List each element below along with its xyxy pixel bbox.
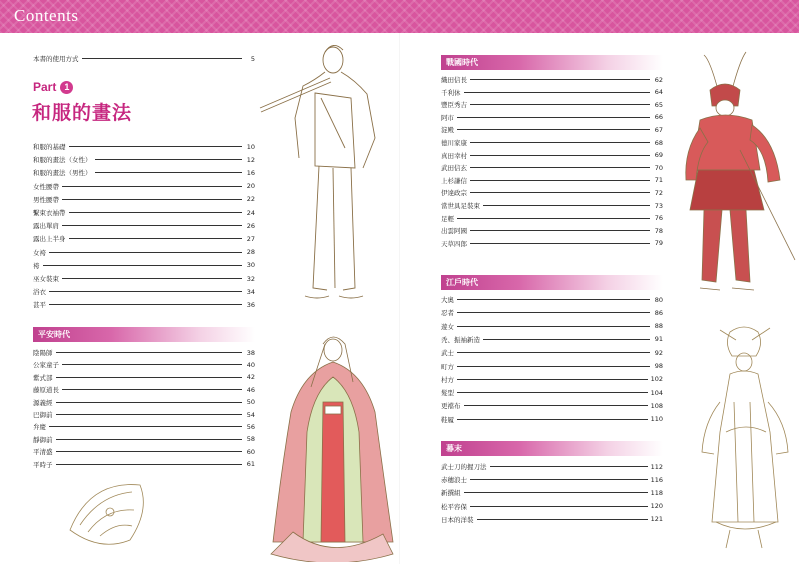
toc-entry-page: 118 [650, 488, 663, 497]
toc-entry-page: 91 [654, 335, 663, 344]
toc-entry[interactable] [441, 386, 663, 399]
toc-entry[interactable] [441, 212, 663, 225]
toc-entry[interactable] [441, 399, 663, 412]
header-band [0, 0, 799, 33]
toc-entry-page: 104 [650, 388, 663, 397]
toc-leader-line [470, 180, 650, 181]
toc-entry[interactable] [441, 111, 663, 124]
toc-entry[interactable] [33, 232, 255, 245]
toc-entry-label: 德川家康 [441, 139, 467, 147]
toc-leader-line [49, 291, 242, 292]
toc-entry-page: 88 [654, 322, 663, 331]
toc-entry-page: 38 [246, 348, 255, 357]
toc-entry-page: 12 [246, 155, 255, 164]
toc-entry-label: 大奧 [441, 296, 454, 304]
section-title: 江戶時代 [446, 278, 478, 287]
toc-entry-label: 源義經 [33, 398, 53, 407]
toc-entry-page: 98 [654, 362, 663, 370]
toc-leader-line [470, 104, 650, 105]
toc-leader-line [470, 155, 650, 156]
toc-leader-line [457, 379, 648, 380]
toc-entry-label: 赤穗浪士 [441, 476, 467, 485]
toc-entry-page: 24 [246, 208, 255, 217]
toc-entry-page: 78 [654, 226, 663, 235]
armored-samurai-illustration [680, 50, 798, 305]
toc-entry[interactable] [441, 224, 663, 237]
toc-entry[interactable] [33, 383, 255, 396]
toc-entry[interactable] [441, 186, 663, 199]
toc-entry-label: 日本的洋裝 [441, 515, 474, 524]
toc-entry-label: 甚平 [33, 301, 46, 310]
toc-entry-label: 武士 [441, 349, 454, 358]
toc-entry[interactable] [441, 174, 663, 187]
toc-entry-page: 70 [654, 163, 663, 172]
toc-entry[interactable] [441, 237, 663, 250]
toc-entry[interactable] [33, 408, 255, 421]
toc-leader-line [470, 167, 650, 168]
toc-entry-page: 50 [246, 398, 255, 407]
toc-entry[interactable] [33, 396, 255, 409]
toc-entry[interactable] [441, 86, 663, 99]
toc-leader-line [69, 146, 243, 147]
toc-leader-line [470, 243, 650, 244]
toc-entry[interactable] [33, 140, 255, 153]
toc-entry-label: 新撰組 [441, 489, 461, 498]
toc-entry-page: 108 [650, 401, 663, 410]
toc-entry-page: 66 [654, 113, 663, 122]
toc-leader-line [464, 92, 651, 93]
toc-entry-label: 武田信玄 [441, 164, 467, 173]
toc-entry-label: 巴御前 [33, 411, 53, 419]
toc-entry-page: 30 [246, 261, 255, 270]
toc-leader-line [470, 192, 650, 193]
toc-entry[interactable] [33, 259, 255, 272]
page-title: Contents [14, 6, 79, 25]
toc-leader-line [470, 479, 648, 480]
toc-entry[interactable] [441, 149, 663, 162]
toc-entry-label: 上杉謙信 [441, 176, 467, 185]
toc-leader-line [62, 225, 242, 226]
toc-entry[interactable] [441, 73, 663, 86]
toc-entry-page: 79 [654, 239, 663, 248]
toc-entry-page: 73 [654, 201, 663, 210]
toc-leader-line [457, 419, 648, 420]
toc-leader-line [470, 142, 650, 143]
toc-entry-page: 40 [246, 360, 255, 369]
toc-entry-label: 陰陽師 [33, 349, 53, 357]
toc-entry-label: 町方 [441, 362, 454, 371]
toc-entry-label: 女性腰帶 [33, 182, 59, 191]
toc-entry-label: 露出單肩 [33, 222, 59, 231]
toc-leader-line [49, 304, 242, 305]
toc-entry-label: 袴 [33, 261, 40, 270]
toc-leader-line [470, 79, 650, 80]
toc-entry[interactable] [33, 272, 255, 285]
heian-court-lady-illustration [263, 322, 403, 562]
section-title: 戰國時代 [446, 58, 478, 67]
toc-entry[interactable] [441, 473, 663, 486]
toc-leader-line [62, 199, 242, 200]
toc-entry-page: 62 [654, 75, 663, 84]
toc-leader-line [56, 464, 243, 465]
toc-entry[interactable] [33, 458, 255, 471]
toc-leader-line [69, 212, 243, 213]
toc-entry-page: 64 [654, 88, 663, 97]
toc-leader-line [457, 218, 650, 219]
toc-entry-page: 110 [650, 415, 663, 424]
toc-entry-page: 36 [246, 300, 255, 309]
toc-entry[interactable] [441, 306, 663, 319]
toc-entry-label: 天草四郎 [441, 239, 467, 248]
toc-leader-line [457, 366, 650, 367]
toc-leader-line [464, 492, 648, 493]
toc-entry-label: 當世具足裝束 [441, 202, 480, 210]
toc-leader-line [490, 466, 648, 467]
toc-entry-label: 武士刀的握刀法 [441, 463, 487, 471]
toc-entry-page: 32 [246, 274, 255, 283]
toc-leader-line [477, 519, 648, 520]
toc-entry-page: 34 [246, 287, 255, 296]
toc-entry-page: 58 [246, 435, 255, 444]
toc-entry[interactable] [33, 153, 255, 166]
toc-entry-label: 男性腰帶 [33, 195, 59, 204]
toc-entry[interactable] [33, 285, 255, 298]
toc-entry-label: 遊女 [441, 322, 454, 331]
toc-leader-line [43, 265, 243, 266]
toc-entry-label: 鞋履 [441, 415, 454, 424]
toc-leader-line [56, 439, 243, 440]
toc-entry-page: 112 [650, 462, 663, 471]
toc-entry-page: 67 [654, 125, 663, 134]
toc-entry[interactable] [441, 373, 663, 386]
toc-entry[interactable] [33, 193, 255, 206]
toc-leader-line [56, 352, 243, 353]
toc-entry[interactable] [441, 486, 663, 499]
toc-entry-label: 足輕 [441, 214, 454, 223]
toc-leader-line [62, 278, 242, 279]
toc-entry-label: 平時子 [33, 460, 53, 469]
toc-entry-page: 102 [650, 375, 663, 384]
toc-entry-label: 和服的畫法（男性） [33, 169, 92, 178]
toc-entry[interactable] [33, 166, 255, 179]
toc-entry[interactable] [441, 136, 663, 149]
toc-leader-line [56, 414, 243, 415]
toc-entry-label: 忍者 [441, 309, 454, 318]
toc-entry[interactable] [33, 298, 255, 311]
toc-leader-line [470, 230, 650, 231]
toc-entry-page: 120 [650, 502, 663, 511]
toc-entry-label: 千利休 [441, 88, 461, 97]
toc-entry-label: 豐臣秀吉 [441, 101, 467, 110]
toc-entry[interactable] [33, 371, 255, 384]
toc-entry[interactable] [441, 161, 663, 174]
toc-entry-label: 繫束衣袖帶 [33, 209, 66, 217]
toc-entry-page: 26 [246, 221, 255, 230]
toc-entry-label: 松平容保 [441, 502, 467, 511]
toc-leader-line [470, 506, 648, 507]
toc-entry-page: 116 [650, 475, 663, 484]
toc-entry[interactable] [33, 246, 255, 259]
toc-entry-label: 公家童子 [33, 361, 59, 370]
section-heading-sengoku [441, 55, 663, 70]
toc-entry-label: 淀殿 [441, 126, 454, 135]
part-heading [33, 80, 73, 94]
toc-entry-page: 5 [250, 54, 255, 63]
toc-entry-page: 16 [246, 168, 255, 177]
toc-entry[interactable] [441, 500, 663, 513]
toc-entry-label: 和服的基礎 [33, 143, 66, 151]
toc-entry-label: 女袴 [33, 248, 46, 257]
toc-entry-page: 76 [654, 214, 663, 223]
toc-entry-label: 本書的使用方式 [33, 55, 79, 63]
section-heading-heian [33, 327, 255, 342]
edo-woman-illustration [690, 322, 798, 560]
toc-leader-line [457, 299, 650, 300]
toc-leader-line [464, 405, 648, 406]
toc-entry[interactable] [441, 123, 663, 136]
toc-entry[interactable] [33, 445, 255, 458]
toc-entry-page: 72 [654, 188, 663, 197]
part-title: 和服的畫法 [32, 102, 133, 124]
toc-entry-page: 68 [654, 138, 663, 147]
toc-entry[interactable] [441, 98, 663, 111]
toc-entry-page: 80 [654, 295, 663, 304]
toc-entry-page: 54 [246, 410, 255, 419]
toc-leader-line [483, 339, 650, 340]
toc-entry-page: 20 [246, 182, 255, 191]
toc-entry-page: 65 [654, 100, 663, 109]
toc-entry[interactable] [441, 293, 663, 306]
toc-entry-label: 阿市 [441, 113, 454, 122]
toc-leader-line [457, 117, 650, 118]
toc-entry-intro[interactable] [33, 52, 255, 65]
toc-leader-line [483, 205, 650, 206]
toc-entry-label: 弁慶 [33, 423, 46, 432]
toc-leader-line [49, 426, 242, 427]
toc-entry-label: 紫式部 [33, 373, 53, 382]
toc-entry-page: 60 [246, 447, 255, 456]
toc-entry[interactable] [441, 513, 663, 526]
toc-entry[interactable] [33, 180, 255, 193]
toc-entry-page: 46 [246, 385, 255, 394]
toc-leader-line [457, 129, 650, 130]
toc-entry[interactable] [33, 358, 255, 371]
toc-entry[interactable] [33, 206, 255, 219]
toc-entry-label: 出雲阿國 [441, 227, 467, 236]
toc-entry-label: 露出上半身 [33, 235, 66, 244]
toc-leader-line [69, 238, 243, 239]
part-label: Part [33, 80, 57, 94]
toc-entry-page: 92 [654, 348, 663, 357]
toc-leader-line [56, 451, 243, 452]
section-title: 平安時代 [38, 330, 70, 339]
toc-leader-line [457, 326, 650, 327]
part-number-badge: 1 [60, 81, 73, 94]
toc-entry[interactable] [33, 420, 255, 433]
toc-entry-label: 藤原道長 [33, 386, 59, 395]
toc-entry-label: 更襠布 [441, 402, 461, 411]
toc-entry[interactable] [33, 346, 255, 359]
toc-leader-line [56, 402, 243, 403]
toc-entry-label: 和服的畫法（女性） [33, 156, 92, 165]
toc-entry-page: 121 [650, 515, 663, 524]
samurai-man-illustration [255, 38, 385, 323]
toc-entry-page: 86 [654, 308, 663, 317]
toc-entry[interactable] [441, 333, 663, 346]
toc-leader-line [62, 186, 242, 187]
toc-entry-page: 22 [246, 195, 255, 204]
toc-entry-label: 平清盛 [33, 448, 53, 457]
toc-leader-line [95, 159, 243, 160]
toc-leader-line [457, 312, 650, 313]
toc-entry[interactable] [441, 199, 663, 212]
toc-entry[interactable] [33, 219, 255, 232]
toc-entry-page: 61 [246, 460, 255, 469]
toc-entry-label: 真田幸村 [441, 151, 467, 160]
toc-leader-line [457, 392, 648, 393]
toc-entry[interactable] [441, 320, 663, 333]
toc-entry[interactable] [441, 413, 663, 426]
toc-entry[interactable] [441, 460, 663, 473]
toc-entry-page: 69 [654, 151, 663, 160]
toc-leader-line [49, 252, 242, 253]
toc-entry[interactable] [441, 360, 663, 373]
toc-entry-label: 村方 [441, 375, 454, 384]
toc-entry-label: 秃、振袖新造 [441, 335, 480, 344]
toc-entry-page: 71 [654, 176, 663, 185]
section-title: 幕末 [446, 444, 462, 453]
toc-entry-page: 56 [246, 422, 255, 431]
fan-illustration [60, 470, 160, 555]
toc-entry[interactable] [33, 433, 255, 446]
toc-entry-page: 27 [246, 234, 255, 243]
toc-leader-line [62, 364, 242, 365]
toc-entry-label: 織田信長 [441, 76, 467, 84]
toc-entry[interactable] [441, 346, 663, 359]
toc-leader-line [62, 389, 242, 390]
toc-entry-label: 伊達政宗 [441, 189, 467, 198]
toc-entry-label: 髮型 [441, 389, 454, 398]
toc-entry-page: 10 [246, 142, 255, 151]
toc-entry-label: 靜御前 [33, 435, 53, 444]
toc-entry-page: 28 [246, 248, 255, 257]
section-heading-bakumatsu [441, 441, 663, 456]
toc-leader-line [457, 352, 650, 353]
toc-leader-line [56, 377, 243, 378]
section-heading-edo [441, 275, 663, 290]
toc-leader-line [95, 172, 243, 173]
toc-entry-page: 42 [246, 373, 255, 382]
toc-entry-label: 巫女裝束 [33, 275, 59, 283]
toc-entry-label: 浴衣 [33, 288, 46, 297]
toc-leader-line [82, 58, 243, 59]
